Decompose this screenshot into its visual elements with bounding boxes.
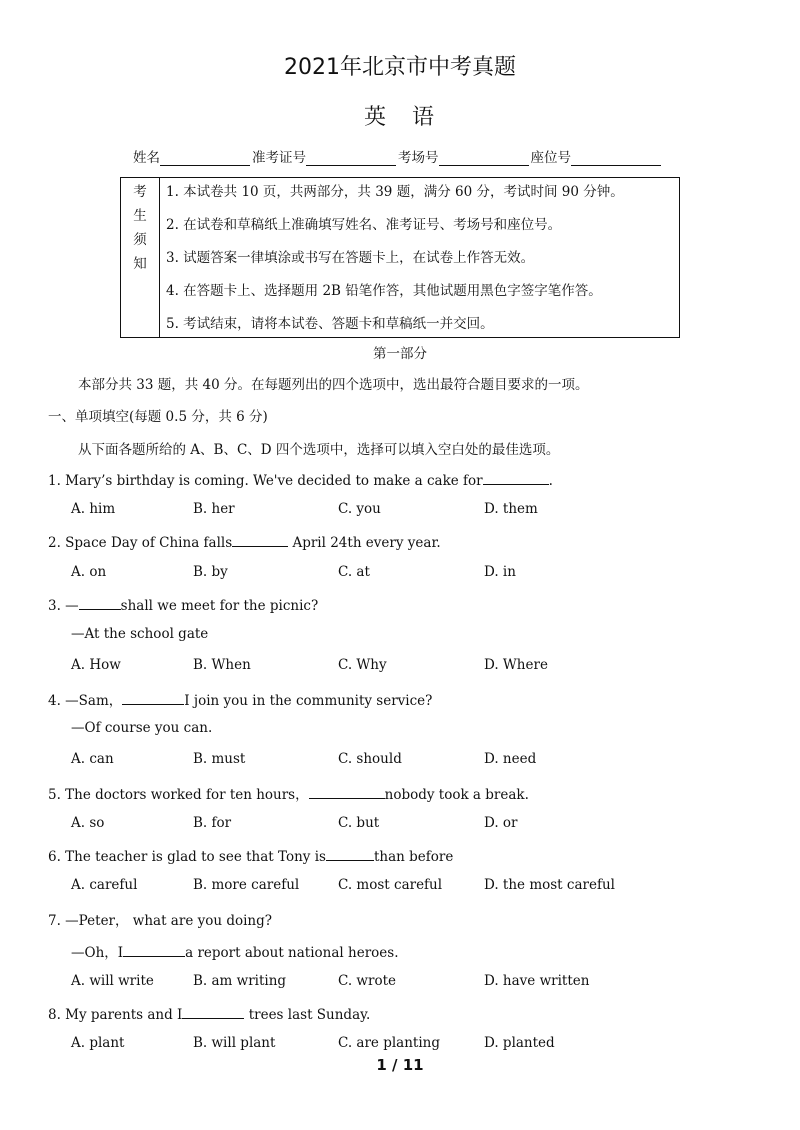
option-b[interactable]: B. must <box>193 751 246 767</box>
option-d[interactable]: D. the most careful <box>484 877 615 893</box>
fill-line[interactable] <box>160 149 250 166</box>
option-c[interactable]: C. you <box>338 501 381 517</box>
answer-blank[interactable] <box>309 784 385 799</box>
notice-label-char: 知 <box>133 256 147 272</box>
option-a[interactable]: A. careful <box>71 877 138 893</box>
candidate-info-fields <box>133 146 663 166</box>
option-a[interactable]: A. plant <box>71 1035 125 1051</box>
question-7: 7. —Peter， what are you doing? <box>48 913 272 929</box>
option-d[interactable]: D. have written <box>484 973 590 989</box>
name-field[interactable] <box>133 146 252 166</box>
option-a[interactable]: A. on <box>71 564 107 580</box>
question-6: 6. The teacher is glad to see that Tony is than before <box>48 846 453 865</box>
field-label: 考场号 <box>398 150 439 166</box>
option-a[interactable]: A. How <box>71 657 121 673</box>
question-3: 3. — shall we meet for the picnic? <box>48 595 318 614</box>
part-title: 第一部分 <box>373 346 427 362</box>
option-c[interactable]: C. are planting <box>338 1035 440 1051</box>
question-4: 4. —Sam， I join you in the community service? <box>48 689 432 709</box>
option-d[interactable]: D. need <box>484 751 537 767</box>
candidate-notice-box <box>120 177 680 338</box>
option-b[interactable]: B. will plant <box>193 1035 276 1051</box>
option-b[interactable]: B. When <box>193 657 251 673</box>
option-b[interactable]: B. more careful <box>193 877 300 893</box>
answer-blank[interactable] <box>182 1004 244 1019</box>
fill-line[interactable] <box>306 149 396 166</box>
section-title: 一、单项填空(每题 0.5 分，共 6 分) <box>48 409 268 425</box>
seat-field[interactable] <box>531 146 664 166</box>
notice-label-char: 须 <box>133 232 147 248</box>
question-7-reply: —Oh，I a report about national heroes. <box>71 941 399 961</box>
answer-blank[interactable] <box>122 690 184 705</box>
part-intro: 本部分共 33 题，共 40 分。在每题列出的四个选项中，选出最符合题目要求的一项。 <box>78 377 589 393</box>
notice-label-char: 考 <box>133 184 147 200</box>
option-b[interactable]: B. am writing <box>193 973 287 989</box>
option-b[interactable]: B. for <box>193 815 232 831</box>
notice-item: 5. 考试结束，请将本试卷、答题卡和草稿纸一并交回。 <box>166 316 494 332</box>
notice-item: 3. 试题答案一律填涂或书写在答题卡上，在试卷上作答无效。 <box>166 250 535 266</box>
option-d[interactable]: D. them <box>484 501 538 517</box>
page-title: 2021年北京市中考真题 <box>284 55 516 80</box>
option-d[interactable]: D. or <box>484 815 518 831</box>
option-b[interactable]: B. by <box>193 564 228 580</box>
fill-line[interactable] <box>439 149 529 166</box>
option-c[interactable]: C. should <box>338 751 402 767</box>
option-c[interactable]: C. but <box>338 815 380 831</box>
notice-item: 2. 在试卷和草稿纸上准确填写姓名、准考证号、考场号和座位号。 <box>166 217 562 233</box>
option-a[interactable]: A. can <box>71 751 114 767</box>
field-label: 座位号 <box>530 150 571 166</box>
answer-blank[interactable] <box>326 846 374 861</box>
question-5: 5. The doctors worked for ten hours， nobody took a break. <box>48 783 529 803</box>
field-label: 准考证号 <box>252 150 306 166</box>
page-number: 1 / 11 <box>376 1056 424 1074</box>
question-4-reply: —Of course you can. <box>71 720 213 736</box>
room-field[interactable] <box>398 146 531 166</box>
option-c[interactable]: C. Why <box>338 657 387 673</box>
question-2: 2. Space Day of China falls April 24th every year. <box>48 532 441 551</box>
subject-title: 英 语 <box>363 105 436 130</box>
question-3-reply: —At the school gate <box>71 626 209 642</box>
answer-blank[interactable] <box>483 470 549 485</box>
answer-blank[interactable] <box>123 942 185 957</box>
option-b[interactable]: B. her <box>193 501 235 517</box>
answer-blank[interactable] <box>79 595 121 610</box>
notice-label-char: 生 <box>133 208 147 224</box>
fill-line[interactable] <box>571 149 661 166</box>
answer-blank[interactable] <box>232 532 288 547</box>
question-8: 8. My parents and I trees last Sunday. <box>48 1004 370 1023</box>
notice-label <box>121 178 160 337</box>
option-c[interactable]: C. wrote <box>338 973 396 989</box>
exam-id-field[interactable] <box>252 146 398 166</box>
option-a[interactable]: A. will write <box>71 973 154 989</box>
option-d[interactable]: D. in <box>484 564 516 580</box>
option-d[interactable]: D. planted <box>484 1035 555 1051</box>
question-1: 1. Mary’s birthday is coming. We've decided to make a cake for . <box>48 470 553 489</box>
notice-item: 1. 本试卷共 10 页，共两部分，共 39 题，满分 60 分，考试时间 90 分钟。 <box>166 184 624 200</box>
notice-item: 4. 在答题卡上、选择题用 2B 铅笔作答，其他试题用黑色字签字笔作答。 <box>166 283 602 299</box>
option-d[interactable]: D. Where <box>484 657 548 673</box>
option-a[interactable]: A. him <box>71 501 116 517</box>
section-instruction: 从下面各题所给的 A、B、C、D 四个选项中，选择可以填入空白处的最佳选项。 <box>78 442 560 458</box>
option-a[interactable]: A. so <box>71 815 105 831</box>
option-c[interactable]: C. most careful <box>338 877 443 893</box>
field-label: 姓名 <box>133 150 160 166</box>
option-c[interactable]: C. at <box>338 564 370 580</box>
